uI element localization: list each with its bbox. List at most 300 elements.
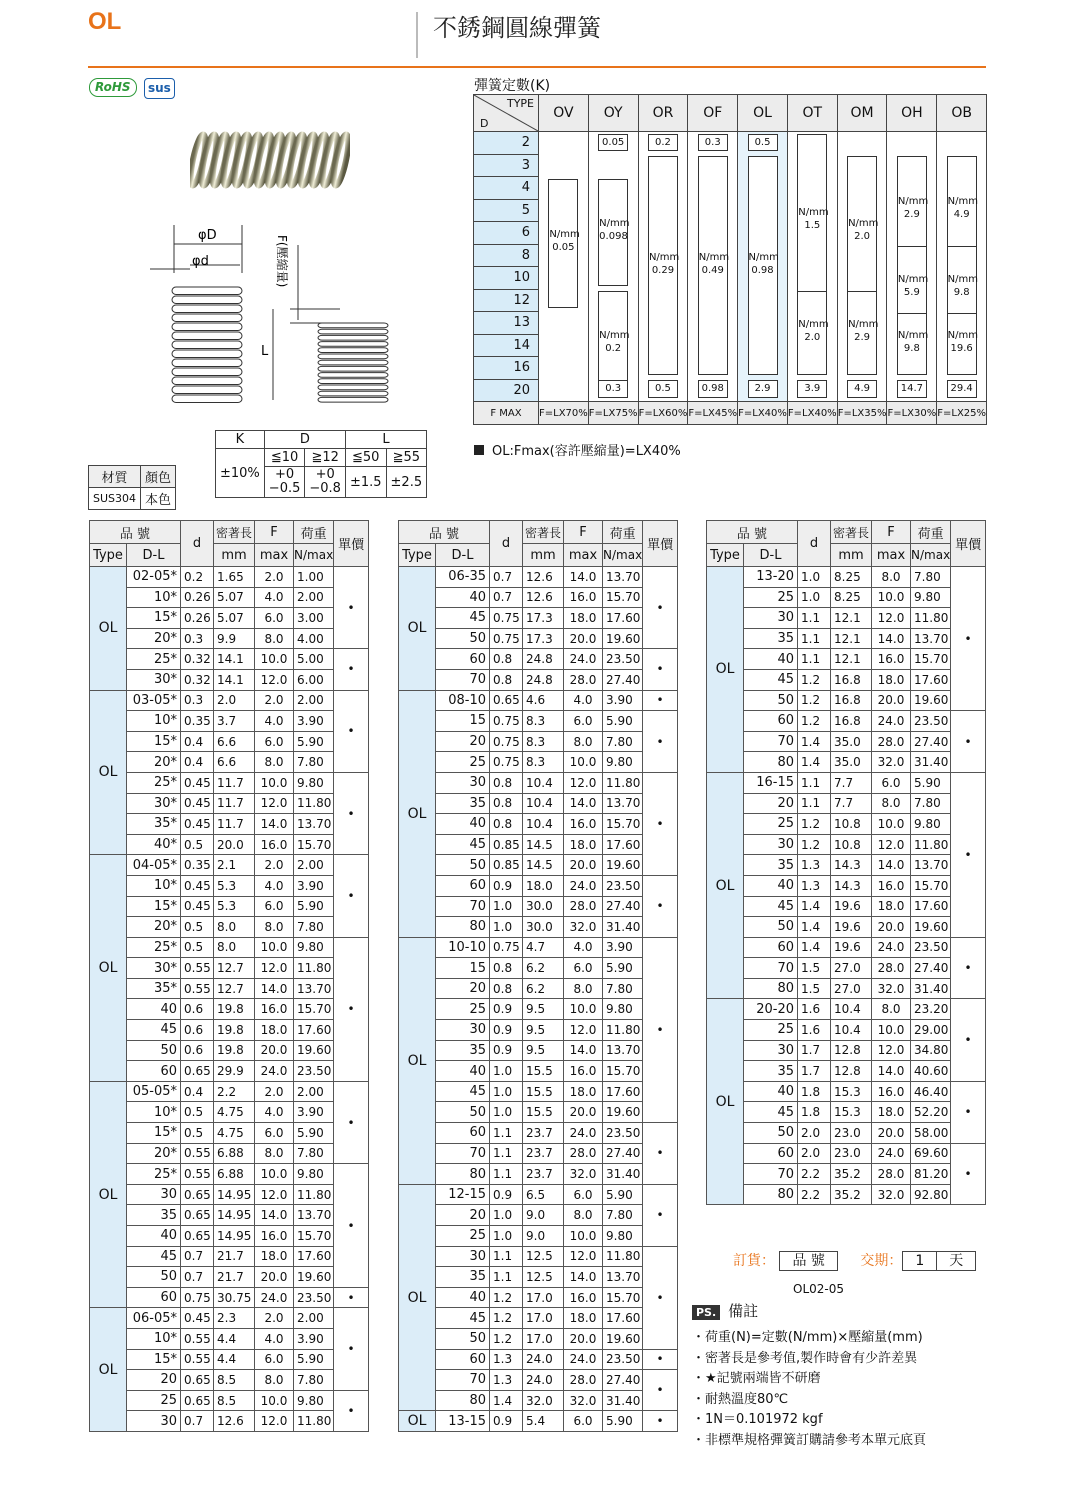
table-row[interactable] bbox=[90, 1081, 369, 1102]
solid-length-cell: 8.5 bbox=[214, 1390, 255, 1411]
solid-length-cell: 11.7 bbox=[214, 772, 255, 793]
table-row[interactable] bbox=[90, 587, 369, 608]
price-cell[interactable]: • bbox=[951, 999, 986, 1081]
dl-cell: 25 bbox=[127, 1390, 181, 1411]
lead-time-label: 交期： bbox=[860, 1253, 903, 1269]
table-row[interactable] bbox=[90, 958, 369, 979]
price-cell[interactable]: • bbox=[334, 1308, 369, 1390]
solid-length-cell: 12.1 bbox=[831, 628, 872, 649]
price-cell[interactable]: • bbox=[643, 1370, 678, 1411]
wire-dia-cell: 1.0 bbox=[798, 567, 831, 588]
table-row[interactable] bbox=[707, 1081, 986, 1102]
table-row[interactable] bbox=[90, 1020, 369, 1041]
fmax-cell: 14.0 bbox=[872, 628, 911, 649]
price-cell[interactable]: • bbox=[334, 855, 369, 937]
fmax-cell: 8.0 bbox=[255, 1370, 294, 1391]
table-row[interactable] bbox=[90, 1308, 369, 1329]
wire-dia-cell: 2.0 bbox=[798, 1143, 831, 1164]
load-cell: 15.70 bbox=[294, 1226, 334, 1247]
fmax-cell: 12.0 bbox=[564, 772, 603, 793]
solid-length-cell: 10.4 bbox=[523, 814, 564, 835]
table-row[interactable] bbox=[90, 772, 369, 793]
fmax-cell: 2.0 bbox=[255, 855, 294, 876]
table-row[interactable] bbox=[399, 1411, 678, 1432]
solid-length-cell: 8.3 bbox=[523, 752, 564, 773]
note-item: ・★記號兩端皆不研磨 bbox=[692, 1371, 821, 1386]
tol-d-header: D bbox=[264, 431, 345, 449]
table-row[interactable] bbox=[90, 628, 369, 649]
table-row[interactable] bbox=[90, 917, 369, 938]
wire-dia-cell: 0.7 bbox=[181, 1246, 214, 1267]
fmax-OM: F=LX35% bbox=[837, 402, 887, 425]
solid-length-cell: 2.1 bbox=[214, 855, 255, 876]
table-row[interactable] bbox=[707, 1040, 986, 1061]
table-row[interactable] bbox=[90, 1102, 369, 1123]
fmax-cell: 10.0 bbox=[255, 1390, 294, 1411]
price-cell[interactable]: • bbox=[951, 772, 986, 937]
table-row[interactable] bbox=[90, 1246, 369, 1267]
wire-dia-cell: 0.8 bbox=[490, 793, 523, 814]
table-row[interactable] bbox=[90, 814, 369, 835]
table-row[interactable] bbox=[399, 875, 678, 896]
wire-dia-cell: 0.45 bbox=[181, 814, 214, 835]
table-row[interactable] bbox=[90, 1328, 369, 1349]
wire-dia-cell: 1.5 bbox=[798, 958, 831, 979]
dl-cell: 20 bbox=[436, 978, 490, 999]
wire-dia-cell: 1.3 bbox=[798, 855, 831, 876]
price-cell[interactable]: • bbox=[951, 711, 986, 773]
table-row[interactable] bbox=[707, 1164, 986, 1185]
load-cell: 15.70 bbox=[603, 1061, 643, 1082]
price-cell[interactable]: • bbox=[643, 649, 678, 690]
table-row[interactable] bbox=[707, 834, 986, 855]
solid-length-cell: 16.8 bbox=[831, 711, 872, 732]
solid-length-cell: 27.0 bbox=[831, 978, 872, 999]
fmax-cell: 14.0 bbox=[255, 1205, 294, 1226]
type-cell: OL bbox=[399, 567, 436, 691]
table-row[interactable] bbox=[90, 1061, 369, 1082]
table-row[interactable] bbox=[399, 731, 678, 752]
table-row[interactable] bbox=[399, 1102, 678, 1123]
table-row[interactable] bbox=[399, 1205, 678, 1226]
table-row[interactable] bbox=[90, 1287, 369, 1308]
load-cell: 11.80 bbox=[911, 834, 951, 855]
fmax-cell: 16.0 bbox=[255, 1226, 294, 1247]
table-row[interactable] bbox=[707, 567, 986, 588]
price-cell[interactable]: • bbox=[643, 1246, 678, 1349]
dl-cell: 35 bbox=[744, 628, 798, 649]
table-row[interactable] bbox=[90, 567, 369, 588]
table-row[interactable] bbox=[707, 978, 986, 999]
solid-length-cell: 4.75 bbox=[214, 1102, 255, 1123]
solid-length-cell: 14.3 bbox=[831, 875, 872, 896]
dl-cell: 30 bbox=[127, 1411, 181, 1432]
table-row[interactable] bbox=[707, 587, 986, 608]
table-row[interactable] bbox=[90, 1390, 369, 1411]
solid-length-cell: 3.7 bbox=[214, 711, 255, 732]
fmax-cell: 20.0 bbox=[564, 628, 603, 649]
table-row[interactable] bbox=[707, 896, 986, 917]
table-row[interactable] bbox=[90, 1349, 369, 1370]
dl-cell: 45 bbox=[436, 1081, 490, 1102]
table-row[interactable] bbox=[399, 608, 678, 629]
table-row[interactable] bbox=[90, 855, 369, 876]
load-cell: 9.80 bbox=[294, 772, 334, 793]
table-row[interactable] bbox=[399, 1020, 678, 1041]
table-row[interactable] bbox=[399, 793, 678, 814]
column-header: 密著長 bbox=[523, 521, 564, 544]
solid-length-cell: 15.3 bbox=[831, 1102, 872, 1123]
table-row[interactable] bbox=[399, 1123, 678, 1144]
spring-constant-box: N/mm 5.9 bbox=[897, 246, 927, 331]
table-row[interactable] bbox=[399, 937, 678, 958]
table-row[interactable] bbox=[707, 690, 986, 711]
wire-dia-cell: 0.3 bbox=[181, 628, 214, 649]
table-row[interactable] bbox=[90, 793, 369, 814]
wire-dia-cell: 1.1 bbox=[798, 628, 831, 649]
table-row[interactable] bbox=[90, 1143, 369, 1164]
ps-tag: PS. bbox=[692, 1305, 720, 1320]
price-cell[interactable]: • bbox=[643, 711, 678, 773]
dl-cell: 25 bbox=[744, 587, 798, 608]
table-row[interactable] bbox=[90, 834, 369, 855]
wire-dia-cell: 1.0 bbox=[490, 1226, 523, 1247]
fmax-OY: F=LX75% bbox=[588, 402, 638, 425]
table-row[interactable] bbox=[707, 937, 986, 958]
fmax-cell: 16.0 bbox=[255, 999, 294, 1020]
table-row[interactable] bbox=[399, 1287, 678, 1308]
dl-cell: 25* bbox=[127, 1164, 181, 1185]
price-cell[interactable]: • bbox=[643, 875, 678, 937]
order-label: 訂貨： bbox=[733, 1253, 775, 1269]
spring-constant-box: N/mm 4.9 bbox=[947, 156, 977, 263]
solid-length-cell: 23.7 bbox=[523, 1143, 564, 1164]
wire-dia-cell: 1.2 bbox=[798, 834, 831, 855]
note-item: ・荷重(N)=定數(N/mm)×壓縮量(mm) bbox=[692, 1330, 923, 1345]
table-row[interactable] bbox=[707, 649, 986, 670]
price-cell[interactable]: • bbox=[951, 1081, 986, 1143]
price-cell[interactable]: • bbox=[334, 1164, 369, 1288]
fmax-cell: 14.0 bbox=[564, 793, 603, 814]
wire-dia-cell: 1.4 bbox=[798, 896, 831, 917]
spring-constant-box: N/mm 9.8 bbox=[897, 313, 927, 375]
column-header: mm bbox=[831, 544, 872, 567]
table-row[interactable] bbox=[399, 814, 678, 835]
price-cell[interactable]: • bbox=[951, 567, 986, 711]
table-row[interactable] bbox=[399, 587, 678, 608]
fmax-cell: 16.0 bbox=[872, 649, 911, 670]
table-row[interactable] bbox=[90, 1267, 369, 1288]
price-cell[interactable]: • bbox=[334, 1287, 369, 1308]
table-row[interactable] bbox=[90, 875, 369, 896]
price-cell[interactable]: • bbox=[643, 690, 678, 711]
wire-dia-cell: 0.7 bbox=[490, 567, 523, 588]
dl-cell: 40 bbox=[436, 814, 490, 835]
dl-cell: 16-15 bbox=[744, 772, 798, 793]
wire-dia-cell: 1.0 bbox=[490, 1061, 523, 1082]
solid-length-cell: 5.07 bbox=[214, 608, 255, 629]
column-header: mm bbox=[214, 544, 255, 567]
price-cell[interactable]: • bbox=[951, 937, 986, 999]
price-cell[interactable]: • bbox=[334, 937, 369, 1081]
spring-constant-box: 14.7 bbox=[897, 380, 927, 397]
tol-l1: ±1.5 bbox=[345, 467, 386, 498]
table-row[interactable] bbox=[399, 1164, 678, 1185]
fmax-cell: 28.0 bbox=[872, 1164, 911, 1185]
price-cell[interactable]: • bbox=[334, 1390, 369, 1431]
table-row[interactable] bbox=[707, 752, 986, 773]
load-cell: 3.90 bbox=[294, 711, 334, 732]
load-cell: 2.00 bbox=[294, 855, 334, 876]
table-row[interactable] bbox=[90, 1164, 369, 1185]
table-row[interactable] bbox=[90, 1411, 369, 1432]
dl-cell: 30* bbox=[127, 669, 181, 690]
table-row[interactable] bbox=[399, 669, 678, 690]
dl-cell: 45 bbox=[436, 1308, 490, 1329]
table-row[interactable] bbox=[90, 669, 369, 690]
table-row[interactable] bbox=[399, 958, 678, 979]
price-cell[interactable]: • bbox=[951, 1143, 986, 1205]
dl-cell: 60 bbox=[744, 711, 798, 732]
spring-constant-box: N/mm 0.29 bbox=[648, 156, 678, 375]
dl-cell: 04-05* bbox=[127, 855, 181, 876]
wire-dia-cell: 0.9 bbox=[490, 999, 523, 1020]
material-table bbox=[88, 465, 176, 510]
table-row[interactable] bbox=[707, 628, 986, 649]
load-cell: 19.60 bbox=[294, 1267, 334, 1288]
solid-length-cell: 7.7 bbox=[831, 793, 872, 814]
solid-length-cell: 12.5 bbox=[523, 1246, 564, 1267]
table-row[interactable] bbox=[707, 999, 986, 1020]
type-column-OL bbox=[738, 132, 788, 402]
table-row[interactable] bbox=[399, 1390, 678, 1411]
solid-length-cell: 10.4 bbox=[831, 1020, 872, 1041]
dl-cell: 15* bbox=[127, 896, 181, 917]
wire-dia-cell: 0.9 bbox=[490, 1040, 523, 1061]
table-row[interactable] bbox=[399, 649, 678, 670]
table-row[interactable] bbox=[707, 1020, 986, 1041]
wire-dia-cell: 0.55 bbox=[181, 1349, 214, 1370]
table-row[interactable] bbox=[90, 1226, 369, 1247]
table-row[interactable] bbox=[707, 793, 986, 814]
table-row[interactable] bbox=[399, 1184, 678, 1205]
table-row[interactable] bbox=[707, 917, 986, 938]
load-cell: 27.40 bbox=[603, 1143, 643, 1164]
price-cell[interactable]: • bbox=[643, 1349, 678, 1370]
wire-dia-cell: 0.65 bbox=[181, 1061, 214, 1082]
table-row[interactable] bbox=[707, 669, 986, 690]
price-cell[interactable]: • bbox=[334, 1081, 369, 1163]
table-row[interactable] bbox=[399, 567, 678, 588]
type-header-OT: OT bbox=[787, 95, 837, 132]
table-row[interactable] bbox=[399, 1370, 678, 1391]
solid-length-cell: 4.7 bbox=[523, 937, 564, 958]
fmax-cell: 8.0 bbox=[564, 731, 603, 752]
table-row[interactable] bbox=[90, 999, 369, 1020]
type-cell: OL bbox=[707, 772, 744, 999]
table-row[interactable] bbox=[399, 1081, 678, 1102]
fmax-cell: 12.0 bbox=[255, 793, 294, 814]
table-row[interactable] bbox=[90, 731, 369, 752]
spec-table-1 bbox=[89, 520, 369, 1432]
dl-cell: 40* bbox=[127, 834, 181, 855]
fmax-cell: 18.0 bbox=[564, 1081, 603, 1102]
table-row[interactable] bbox=[399, 690, 678, 711]
table-row[interactable] bbox=[399, 999, 678, 1020]
table-row[interactable] bbox=[90, 608, 369, 629]
order-part-box: 品 號 bbox=[779, 1251, 837, 1271]
table-row[interactable] bbox=[90, 690, 369, 711]
solid-length-cell: 19.6 bbox=[831, 937, 872, 958]
load-cell: 23.20 bbox=[911, 999, 951, 1020]
table-row[interactable] bbox=[707, 958, 986, 979]
fmax-cell: 12.0 bbox=[255, 958, 294, 979]
table-row[interactable] bbox=[707, 772, 986, 793]
dl-cell: 40 bbox=[127, 1226, 181, 1247]
solid-length-cell: 1.65 bbox=[214, 567, 255, 588]
price-cell[interactable]: • bbox=[334, 567, 369, 649]
table-row[interactable] bbox=[707, 814, 986, 835]
dl-cell: 20* bbox=[127, 917, 181, 938]
dl-cell: 50 bbox=[436, 855, 490, 876]
type-cell: OL bbox=[90, 567, 127, 691]
table-row[interactable] bbox=[707, 731, 986, 752]
wire-dia-cell: 1.0 bbox=[490, 1102, 523, 1123]
dl-cell: 30 bbox=[127, 1184, 181, 1205]
fmax-cell: 24.0 bbox=[564, 875, 603, 896]
solid-length-cell: 16.8 bbox=[831, 690, 872, 711]
table-row[interactable] bbox=[399, 1143, 678, 1164]
table-row[interactable] bbox=[90, 1123, 369, 1144]
load-cell: 17.60 bbox=[603, 608, 643, 629]
table-row[interactable] bbox=[399, 1226, 678, 1247]
table-row[interactable] bbox=[399, 772, 678, 793]
load-cell: 31.40 bbox=[603, 1164, 643, 1185]
table-row[interactable] bbox=[399, 978, 678, 999]
load-cell: 15.70 bbox=[603, 814, 643, 835]
table-row[interactable] bbox=[399, 917, 678, 938]
table-row[interactable] bbox=[90, 1370, 369, 1391]
solid-length-cell: 12.6 bbox=[523, 587, 564, 608]
solid-length-cell: 14.1 bbox=[214, 649, 255, 670]
dl-cell: 45 bbox=[744, 896, 798, 917]
fmax-cell: 2.0 bbox=[255, 1081, 294, 1102]
table-row[interactable] bbox=[399, 1061, 678, 1082]
fmax-cell: 18.0 bbox=[564, 608, 603, 629]
solid-length-cell: 14.5 bbox=[523, 855, 564, 876]
notes-list bbox=[692, 1328, 926, 1451]
table-row[interactable] bbox=[399, 1267, 678, 1288]
column-header: D-L bbox=[436, 544, 490, 567]
fmax-cell: 24.0 bbox=[255, 1287, 294, 1308]
fmax-cell: 4.0 bbox=[255, 711, 294, 732]
table-row[interactable] bbox=[90, 649, 369, 670]
price-cell[interactable]: • bbox=[334, 690, 369, 772]
table-row[interactable] bbox=[399, 834, 678, 855]
dl-cell: 10* bbox=[127, 875, 181, 896]
table-row[interactable] bbox=[399, 1246, 678, 1267]
legend-square-icon bbox=[474, 445, 484, 455]
solid-length-cell: 4.6 bbox=[523, 690, 564, 711]
table-row[interactable] bbox=[707, 1143, 986, 1164]
table-row[interactable] bbox=[399, 1328, 678, 1349]
wire-dia-cell: 1.2 bbox=[798, 669, 831, 690]
dl-cell: 30* bbox=[127, 793, 181, 814]
price-cell[interactable]: • bbox=[334, 772, 369, 854]
table-row[interactable] bbox=[707, 875, 986, 896]
spring-constant-box: N/mm 19.6 bbox=[947, 313, 977, 375]
table-row[interactable] bbox=[399, 711, 678, 732]
wire-dia-cell: 0.65 bbox=[181, 1226, 214, 1247]
table-row[interactable] bbox=[399, 896, 678, 917]
column-header: mm bbox=[523, 544, 564, 567]
table-row[interactable] bbox=[399, 1308, 678, 1329]
table-row[interactable] bbox=[707, 1102, 986, 1123]
wire-dia-cell: 0.3 bbox=[181, 690, 214, 711]
table-row[interactable] bbox=[399, 1040, 678, 1061]
wire-dia-cell: 1.3 bbox=[798, 875, 831, 896]
table-row[interactable] bbox=[399, 752, 678, 773]
table-row[interactable] bbox=[90, 711, 369, 732]
solid-length-cell: 8.3 bbox=[523, 711, 564, 732]
fmax-label: F MAX bbox=[474, 402, 539, 425]
table-row[interactable] bbox=[399, 1349, 678, 1370]
price-cell[interactable]: • bbox=[643, 937, 678, 1122]
table-row[interactable] bbox=[90, 896, 369, 917]
table-row[interactable] bbox=[90, 1205, 369, 1226]
wire-dia-cell: 0.8 bbox=[490, 978, 523, 999]
table-row[interactable] bbox=[707, 711, 986, 732]
table-row[interactable] bbox=[707, 855, 986, 876]
price-cell[interactable]: • bbox=[643, 567, 678, 649]
table-row[interactable] bbox=[399, 855, 678, 876]
table-row[interactable] bbox=[707, 608, 986, 629]
diameter-cell: 8 bbox=[474, 244, 539, 267]
spring-constant-box: 0.5 bbox=[748, 134, 778, 151]
table-row[interactable] bbox=[90, 752, 369, 773]
fmax-cell: 2.0 bbox=[255, 567, 294, 588]
diameter-cell: 20 bbox=[474, 379, 539, 402]
solid-length-cell: 24.0 bbox=[523, 1349, 564, 1370]
solid-length-cell: 9.0 bbox=[523, 1205, 564, 1226]
spring-constant-box: 0.5 bbox=[648, 380, 678, 397]
dl-cell: 45 bbox=[436, 608, 490, 629]
price-cell[interactable]: • bbox=[643, 1411, 678, 1432]
price-cell[interactable]: • bbox=[643, 772, 678, 875]
table-row[interactable] bbox=[90, 937, 369, 958]
load-cell: 5.90 bbox=[603, 1184, 643, 1205]
price-cell[interactable]: • bbox=[643, 1184, 678, 1246]
load-cell: 23.50 bbox=[603, 1123, 643, 1144]
dl-cell: 30* bbox=[127, 958, 181, 979]
price-cell[interactable]: • bbox=[643, 1123, 678, 1185]
solid-length-cell: 17.3 bbox=[523, 628, 564, 649]
table-row[interactable] bbox=[707, 1061, 986, 1082]
table-row[interactable] bbox=[707, 1184, 986, 1205]
table-row[interactable] bbox=[707, 1123, 986, 1144]
table-row[interactable] bbox=[90, 1040, 369, 1061]
price-cell[interactable]: • bbox=[334, 649, 369, 690]
spring-constant-caption: 彈簧定數(K) bbox=[474, 78, 551, 94]
wire-dia-cell: 1.4 bbox=[798, 752, 831, 773]
wire-dia-cell: 1.7 bbox=[798, 1061, 831, 1082]
ps-title: 備註 bbox=[728, 1302, 759, 1320]
table-row[interactable] bbox=[90, 1184, 369, 1205]
table-row[interactable] bbox=[399, 628, 678, 649]
wire-dia-cell: 0.4 bbox=[181, 731, 214, 752]
wire-dia-cell: 1.2 bbox=[490, 1287, 523, 1308]
table-row[interactable] bbox=[90, 978, 369, 999]
